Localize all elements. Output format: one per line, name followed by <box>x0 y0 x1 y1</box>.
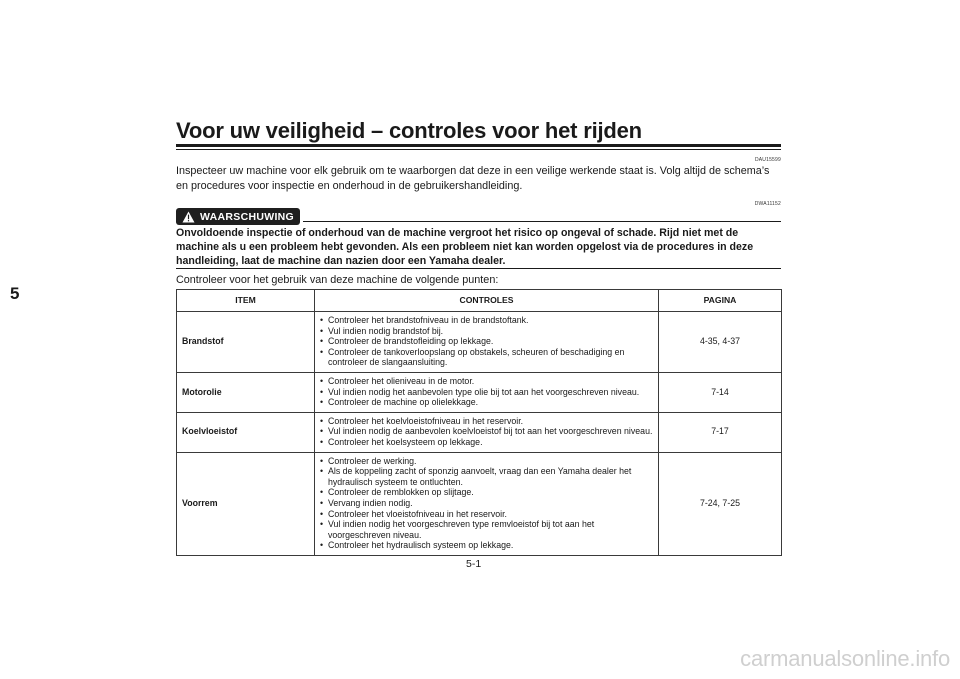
check-item: • Controleer het vloeistofniveau in het reservoir. <box>320 509 653 520</box>
check-item: • Vul indien nodig het aanbevolen type olie bij tot aan het voorgeschreven niveau. <box>320 387 653 398</box>
table-row <box>177 312 782 373</box>
check-item: • Controleer het koelvloeistofniveau in het reservoir. <box>320 416 653 427</box>
table-row <box>177 452 782 555</box>
check-item: • Vul indien nodig de aanbevolen koelvloeistof bij tot aan het voorgeschreven niveau. <box>320 426 653 437</box>
intro-paragraph: Inspecteer uw machine voor elk gebruik om te waarborgen dat deze in een veilige werkende staat is. Volg altijd de schema’s en procedures voor inspectie en onderhoud in de gebruikershandleiding. <box>176 165 770 192</box>
row-checks <box>315 312 659 373</box>
table-row <box>177 372 782 412</box>
check-item: • Controleer de machine op olielekkage. <box>320 397 653 408</box>
table-header-row <box>177 290 782 312</box>
warning-text: Onvoldoende inspectie of onderhoud van de machine vergroot het risico op ongeval of schade. Rijd niet met de machine als u een probleem hebt gevonden. Als een probleem niet kan worden opgelost via de procedures in deze handleiding, laat de machine dan nazien door een Yamaha dealer. <box>176 227 754 267</box>
row-item: Voorrem <box>177 452 315 555</box>
warning-bottom-rule <box>176 268 781 269</box>
check-item: • Controleer het hydraulisch systeem op lekkage. <box>320 540 653 551</box>
check-item: • Als de koppeling zacht of sponzig aanvoelt, vraag dan een Yamaha dealer het hydraulisch systeem te ontluchten. <box>320 466 653 487</box>
check-item: • Vul indien nodig brandstof bij. <box>320 326 653 337</box>
row-page: 7-14 <box>659 372 782 412</box>
warning-rule <box>303 221 781 222</box>
check-item: • Controleer de remblokken op slijtage. <box>320 487 653 498</box>
table-row <box>177 412 782 452</box>
checks-table <box>176 289 782 556</box>
warning-label: WAARSCHUWING <box>200 210 295 223</box>
row-item: Koelvloeistof <box>177 412 315 452</box>
watermark: carmanualsonline.info <box>740 646 950 671</box>
check-item: • Controleer het koelsysteem op lekkage. <box>320 437 653 448</box>
row-item: Motorolie <box>177 372 315 412</box>
lead-sentence: Controleer voor het gebruik van deze machine de volgende punten: <box>176 274 499 286</box>
page-title: Voor uw veiligheid – controles voor het rijden <box>176 118 642 143</box>
check-item: • Controleer het brandstofniveau in de brandstoftank. <box>320 315 653 326</box>
row-item: Brandstof <box>177 312 315 373</box>
chapter-tab: 5 <box>10 284 20 303</box>
row-page: 7-24, 7-25 <box>659 452 782 555</box>
header-page: PAGINA <box>659 290 782 312</box>
page-number: 5-1 <box>466 558 482 570</box>
header-controls: CONTROLES <box>315 290 659 312</box>
check-item: • Controleer de tankoverloopslang op obstakels, scheuren of beschadiging en controleer de slangaansluiting. <box>320 347 653 368</box>
row-checks <box>315 412 659 452</box>
warning-code: DWA11152 <box>754 201 781 207</box>
warning-icon <box>182 211 195 223</box>
check-item: • Vervang indien nodig. <box>320 498 653 509</box>
check-item: • Controleer de werking. <box>320 456 653 467</box>
header-item: ITEM <box>177 290 315 312</box>
title-rule <box>176 144 781 147</box>
reference-code: DAU15599 <box>754 157 781 163</box>
row-page: 7-17 <box>659 412 782 452</box>
check-item: • Controleer het olieniveau in de motor. <box>320 376 653 387</box>
row-page: 4-35, 4-37 <box>659 312 782 373</box>
row-checks <box>315 452 659 555</box>
row-checks <box>315 372 659 412</box>
check-item: • Controleer de brandstofleiding op lekkage. <box>320 336 653 347</box>
check-item: • Vul indien nodig het voorgeschreven type remvloeistof bij tot aan het voorgeschreven niveau. <box>320 519 653 540</box>
warning-badge <box>176 208 300 225</box>
